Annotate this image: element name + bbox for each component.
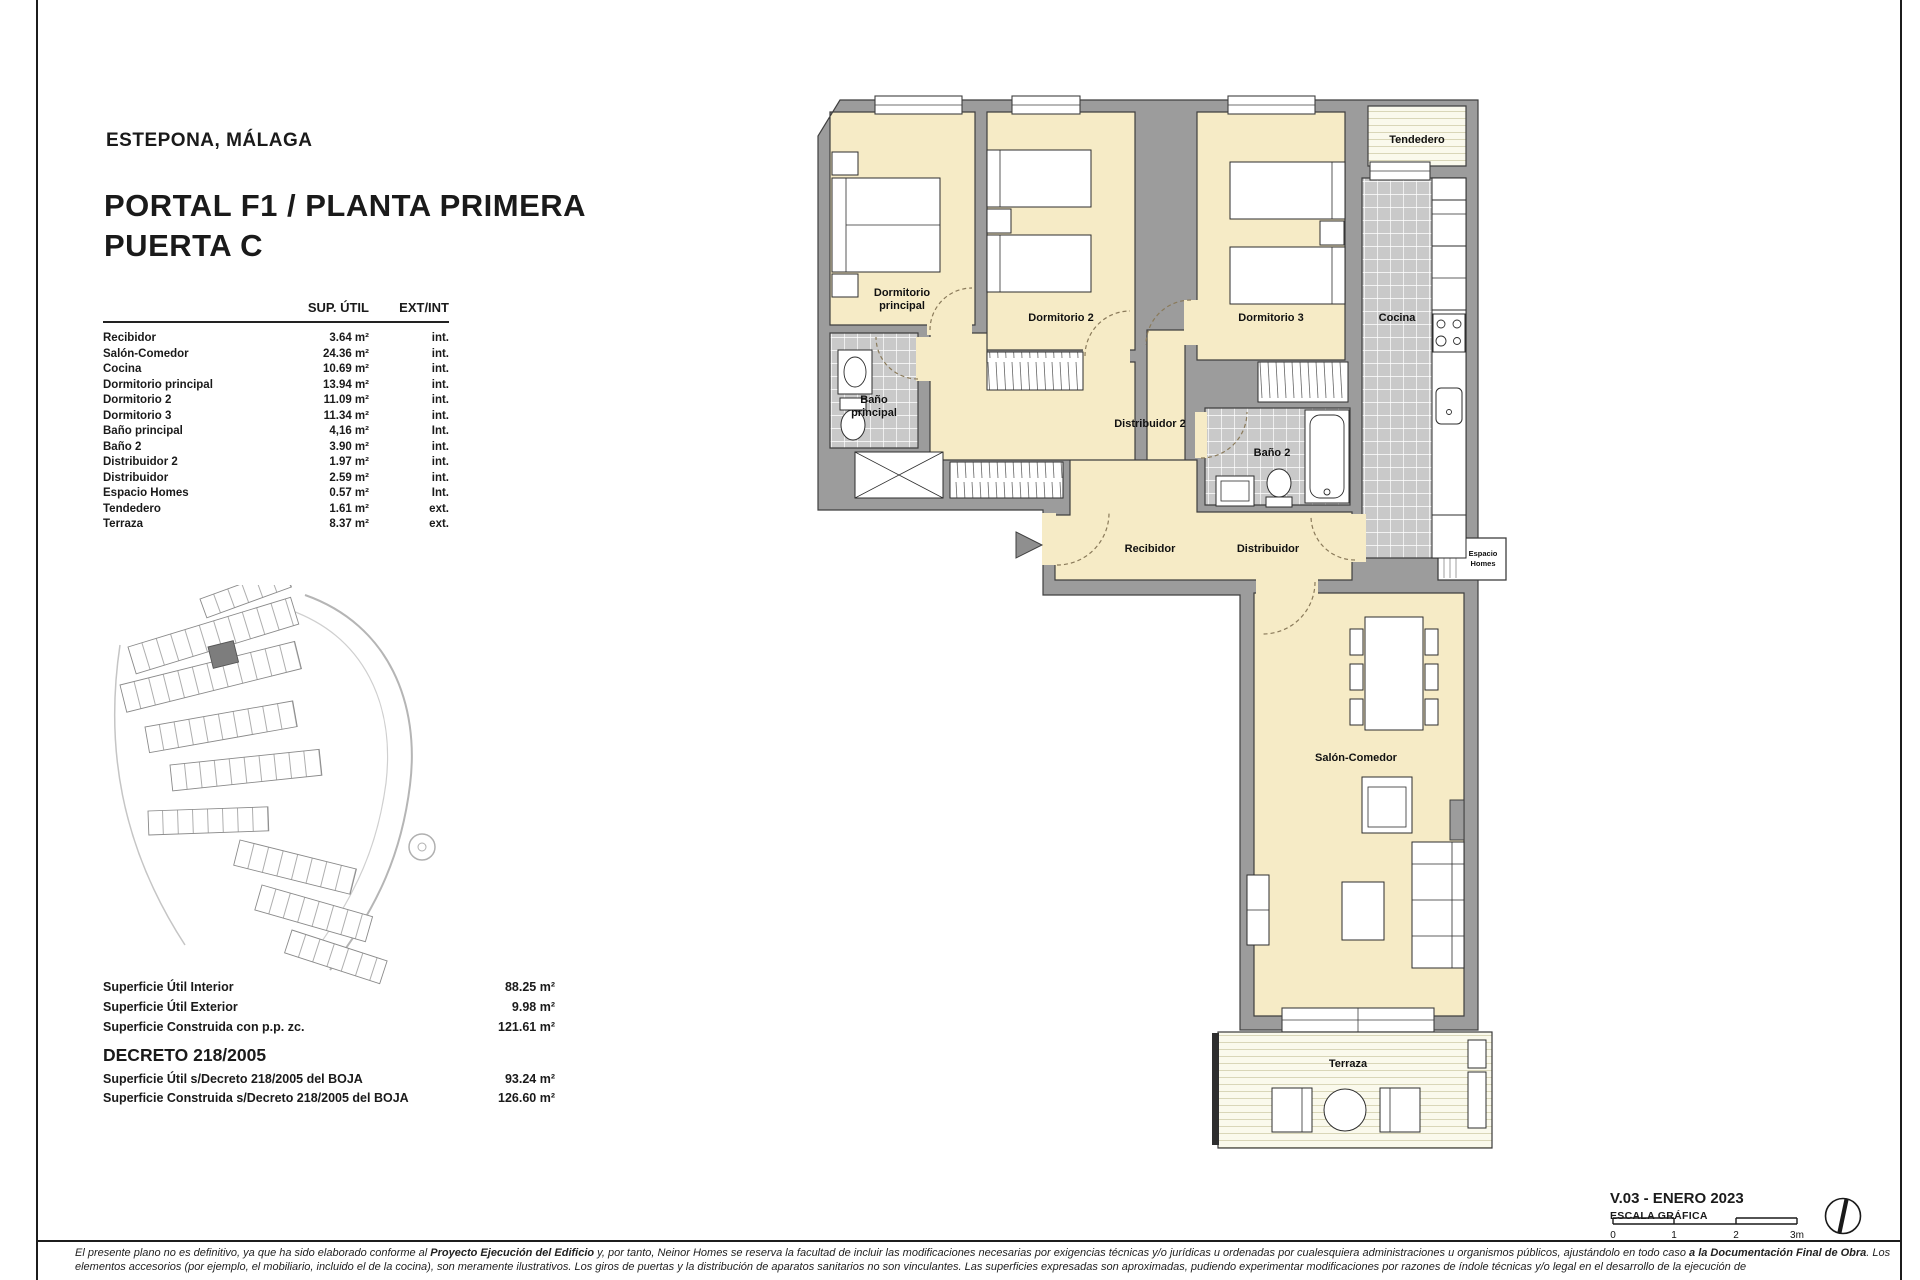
row-area: 1.97 m² (329, 456, 369, 468)
hob (1433, 314, 1465, 352)
nightstand (987, 209, 1011, 233)
scale-bar (1605, 1216, 1815, 1246)
table-row (103, 347, 449, 363)
decreto-label: Superficie Útil s/Decreto 218/2005 del BOJA (103, 1072, 363, 1086)
decreto-row (103, 1070, 555, 1089)
room-label-dormitorio-2: Dormitorio 2 (1028, 312, 1094, 324)
room-distribuidor-2 (1147, 330, 1185, 460)
kitchen-cabinet (1432, 515, 1466, 558)
window-dormitorio-principal (875, 96, 962, 114)
wardrobe (950, 462, 1063, 498)
page-title-line1: PORTAL F1 / PLANTA PRIMERA (104, 188, 587, 223)
bathroom-sink (1216, 476, 1254, 506)
terraza-area (1212, 1032, 1492, 1148)
decreto-row (103, 1089, 555, 1108)
fridge (1432, 200, 1466, 246)
armchair (1342, 882, 1384, 940)
summary-row (103, 997, 555, 1017)
window-dormitorio-2 (1012, 96, 1080, 114)
nightstand (832, 274, 858, 297)
table-row (103, 517, 449, 533)
tv-unit (1362, 777, 1412, 833)
nightstand (1320, 221, 1344, 245)
col-room (103, 300, 265, 316)
room-label-dormitorio-3: Dormitorio 3 (1238, 312, 1304, 324)
room-label-salon-comedor: Salón-Comedor (1315, 752, 1397, 764)
row-ext: int. (431, 378, 449, 391)
summary-value: 9.98 m² (511, 1000, 555, 1014)
room-label-bano-principal: principal (851, 407, 897, 419)
room-label-recibidor: Recibidor (1124, 543, 1176, 555)
row-area: 11.34 m² (323, 409, 369, 422)
toilet (1266, 469, 1292, 507)
decreto-value: 126.60 m² (498, 1090, 555, 1105)
disclaimer-text: El presente plano no es definitivo, ya que ha sido elaborado conforme al (75, 1247, 431, 1259)
north-compass-icon (1816, 1189, 1870, 1243)
decreto-value: 93.24 m² (504, 1072, 555, 1086)
row-name: Distribuidor 2 (103, 456, 178, 468)
disclaimer-bold: a la Documentación Final (1689, 1247, 1822, 1259)
row-name: Cocina (103, 363, 142, 375)
row-ext: Int. (431, 487, 449, 499)
scale-tick: 1 (1671, 1230, 1677, 1241)
row-ext: int. (431, 471, 449, 484)
salon-pillar (1450, 800, 1464, 840)
location-label: ESTEPONA, MÁLAGA (106, 130, 313, 151)
entry-arrow-icon (1016, 532, 1042, 558)
dining-table (1365, 617, 1423, 730)
table-row (103, 331, 449, 347)
row-ext: int. (431, 347, 449, 360)
wardrobe (1258, 362, 1348, 402)
col-ext-int: EXT/INT (399, 300, 449, 315)
window-salon-terraza (1282, 1008, 1434, 1032)
bed-single (987, 235, 1091, 292)
row-ext: int. (431, 394, 449, 406)
shower-tray (855, 452, 943, 498)
scale-tick: 0 (1610, 1230, 1616, 1241)
disclaimer-text: y, por tanto, Neinor Homes se reserva la facultad de incluir las modificaciones necesarias por exigencias técnicas y/o jurídicas u ordenadas por cualesquiera administraciones u organismos públicos, ajustándolo en todo caso (594, 1247, 1690, 1259)
table-row (103, 409, 449, 425)
page-title-line2: PUERTA C (104, 228, 263, 263)
disclaimer (75, 1247, 1893, 1275)
row-name: Baño principal (103, 425, 183, 437)
row-name: Tendedero (103, 502, 161, 515)
row-ext: ext. (429, 518, 449, 530)
terrace-chair (1380, 1088, 1420, 1132)
row-name: Dormitorio 3 (103, 409, 172, 422)
site-plan (90, 585, 450, 995)
row-area: 8.37 m² (329, 518, 369, 530)
bed-single (987, 150, 1091, 207)
page-title (104, 186, 586, 266)
row-area: 11.09 m² (323, 394, 369, 406)
kitchen-sink (1436, 388, 1462, 424)
floor-plan (805, 85, 1515, 1165)
disclaimer-bold: de Obra (1824, 1247, 1867, 1259)
site-roundabout (409, 834, 435, 860)
scale-tick: 2 (1733, 1230, 1739, 1241)
bathroom-sink (838, 350, 872, 394)
summary-value: 88.25 m² (504, 980, 555, 994)
row-area: 13.94 m² (322, 378, 369, 391)
summary-row (103, 1017, 555, 1037)
summary-label: Superficie Útil Interior (103, 980, 234, 994)
room-label-tendedero: Tendedero (1389, 134, 1445, 146)
table-row (103, 486, 449, 502)
table-row (103, 471, 449, 487)
bed-single (1230, 162, 1345, 219)
table-row (103, 424, 449, 440)
room-label-cocina: Cocina (1378, 312, 1416, 324)
row-ext: int. (431, 456, 449, 468)
decreto-block (103, 1044, 555, 1107)
kitchen-cabinet (1432, 246, 1466, 310)
site-building-rows (120, 585, 387, 984)
row-ext: Int. (431, 425, 449, 437)
room-label-dormitorio-principal: Dormitorio (873, 287, 931, 299)
row-ext: ext. (429, 502, 449, 515)
summary-label: Superficie Útil Exterior (103, 1000, 238, 1014)
row-name: Dormitorio 2 (103, 394, 172, 406)
room-label-espacio-homes: Homes (1470, 559, 1496, 568)
window-tendedero-cocina (1370, 162, 1430, 180)
window-dormitorio-3 (1228, 96, 1315, 114)
room-label-bano-2: Baño 2 (1253, 447, 1291, 459)
room-label-bano-principal: Baño (860, 394, 888, 406)
row-ext: int. (431, 409, 449, 422)
bed-single (1230, 247, 1345, 304)
row-name: Terraza (103, 518, 144, 530)
table-row (103, 362, 449, 378)
room-label-terraza: Terraza (1328, 1058, 1368, 1070)
terrace-chair (1272, 1088, 1312, 1132)
scale-tick: 3m (1790, 1230, 1804, 1241)
surface-summary (103, 977, 555, 1037)
table-row (103, 393, 449, 409)
disclaimer-text: . Los elementos accesorios (por ejemplo, el mobiliario, incluido el de la cocina), son meramente ilustrativos. Los giros de puertas y la distribución de aparatos sanitarios no son vinculantes. Las superficies expresadas son aproximadas, pudiendo experimentar modificaciones por razones de índole técnicas y/o legal en el desarrollo de la ejecución de (75, 1247, 1891, 1273)
frame-left-rule (36, 0, 38, 1280)
row-area: 10.69 m² (322, 363, 369, 375)
terraza-side-wall (1212, 1033, 1219, 1145)
terraza-planter (1468, 1040, 1486, 1068)
col-sup-util: SUP. ÚTIL (307, 300, 369, 315)
row-area: 2.59 m² (329, 471, 369, 484)
scale-title: ESCALA GRÁFICA (1610, 1210, 1708, 1222)
room-label-dormitorio-principal: principal (879, 300, 925, 312)
wardrobe (987, 352, 1083, 390)
bathtub (1305, 410, 1349, 503)
side-table (1247, 875, 1269, 945)
bed-double (832, 178, 940, 272)
room-label-espacio-homes: Espacio (1468, 549, 1498, 558)
nightstand (832, 152, 858, 175)
row-ext: int. (431, 440, 449, 453)
row-name: Espacio Homes (103, 487, 189, 499)
room-label-distribuidor: Distribuidor (1236, 543, 1300, 555)
summary-value: 121.61 m² (498, 1020, 555, 1034)
terrace-table (1324, 1089, 1366, 1131)
area-table-header (103, 300, 449, 323)
row-name: Dormitorio principal (103, 378, 213, 391)
decreto-label: Superficie Construida s/Decreto 218/2005 del BOJA (103, 1090, 409, 1105)
sofa (1412, 842, 1464, 968)
table-row (103, 502, 449, 518)
row-name: Baño 2 (103, 440, 142, 453)
terraza-planter (1468, 1072, 1486, 1128)
version-label: V.03 - ENERO 2023 (1610, 1190, 1744, 1207)
row-name: Distribuidor (103, 471, 169, 484)
disclaimer-bold: Proyecto Ejecución del Edificio (430, 1247, 595, 1259)
summary-row (103, 977, 555, 997)
table-row (103, 378, 449, 394)
table-row (103, 440, 449, 456)
row-area: 3.90 m² (329, 440, 369, 453)
area-table (103, 300, 449, 533)
summary-label: Superficie Construida con p.p. zc. (103, 1020, 305, 1034)
row-ext: int. (431, 332, 449, 344)
decreto-title: DECRETO 218/2005 (103, 1045, 267, 1065)
row-ext: int. (431, 363, 449, 375)
row-name: Salón-Comedor (103, 347, 189, 360)
table-row (103, 455, 449, 471)
row-area: 0.57 m² (329, 487, 369, 499)
row-name: Recibidor (103, 332, 157, 344)
row-area: 24.36 m² (322, 347, 369, 360)
area-table-body (103, 331, 449, 533)
row-area: 1.61 m² (329, 502, 369, 515)
frame-right-rule (1900, 0, 1902, 1280)
row-area: 4,16 m² (329, 425, 369, 437)
row-area: 3.64 m² (329, 332, 369, 344)
room-label-distribuidor-2: Distribuidor 2 (1114, 418, 1186, 430)
